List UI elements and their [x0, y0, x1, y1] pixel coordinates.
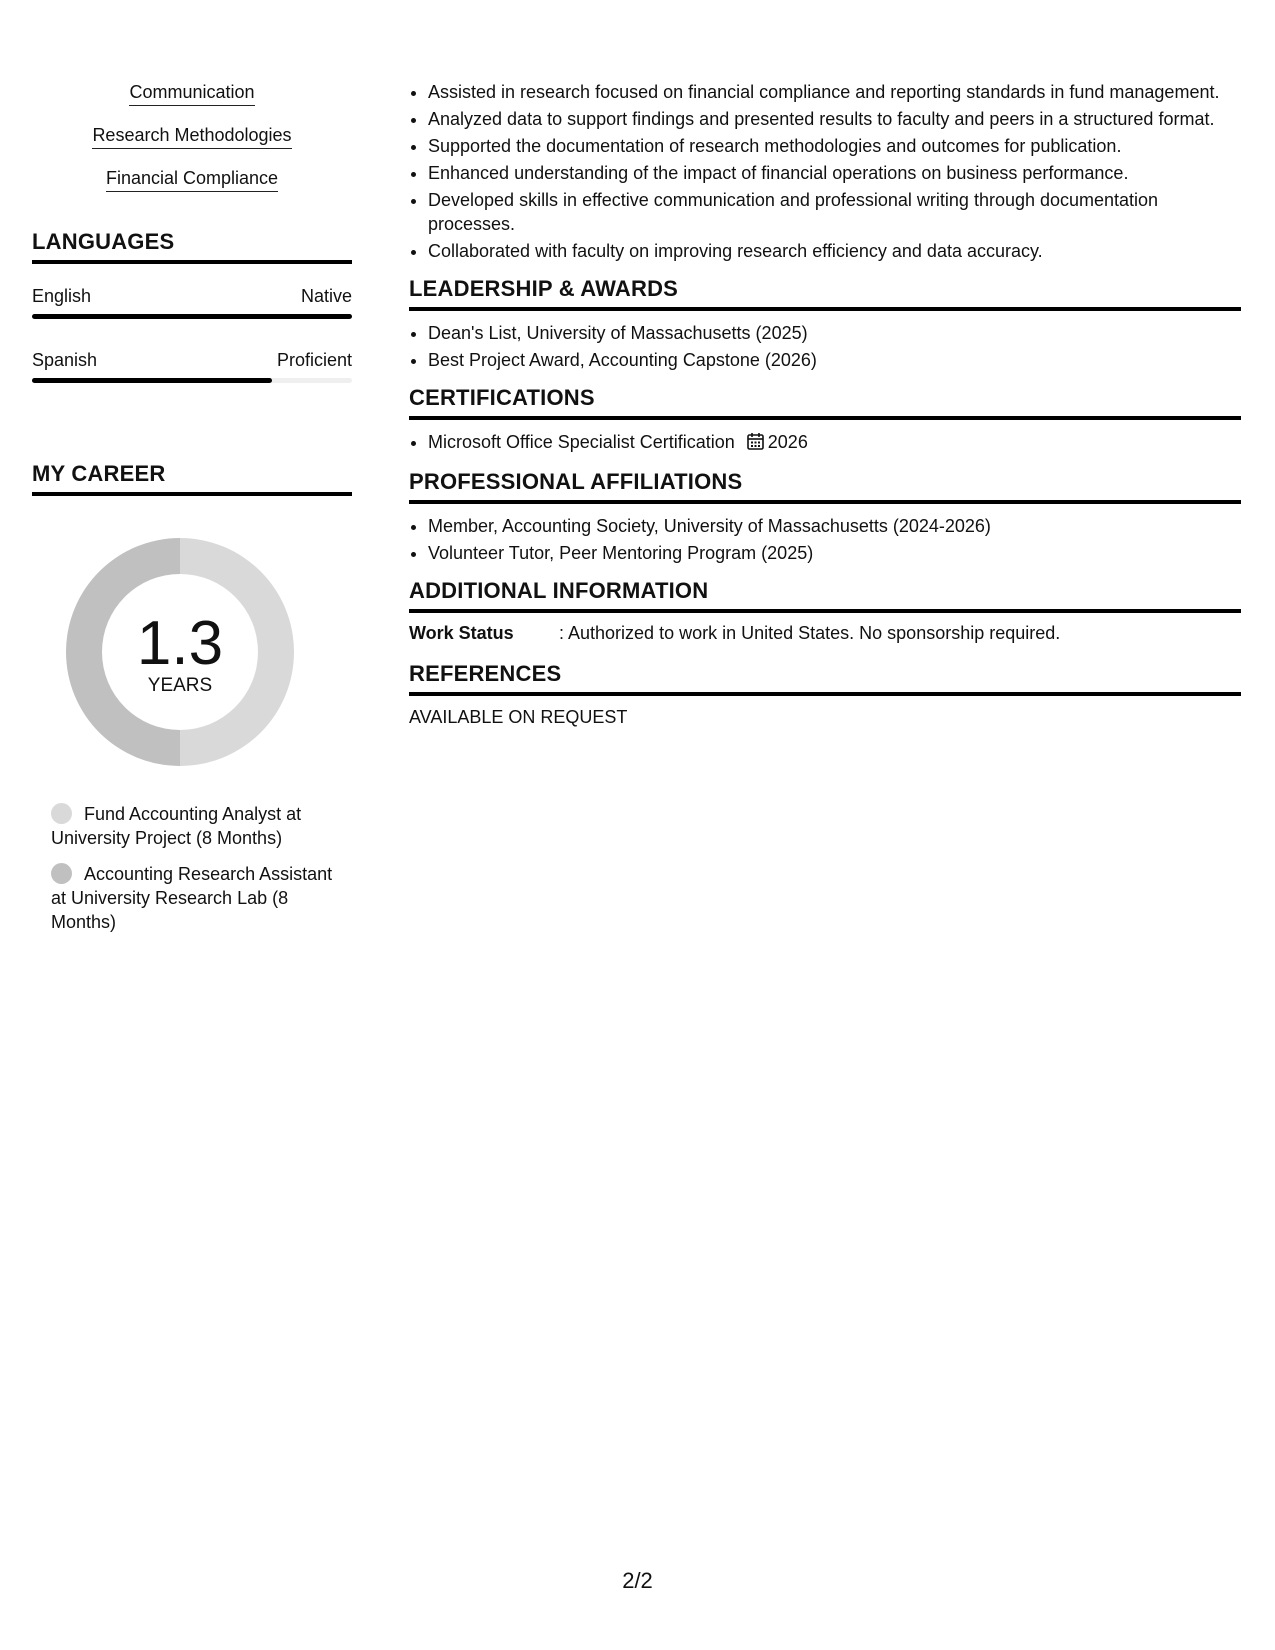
list-item	[428, 430, 1241, 456]
certification-year: 2026	[767, 432, 808, 452]
legend-item	[51, 802, 351, 850]
career-total-value: 1.3	[136, 609, 224, 678]
right-column	[409, 80, 1241, 729]
list-item: • Volunteer Tutor, Peer Mentoring Program (2025)	[428, 541, 1241, 565]
language-level: Native	[300, 286, 352, 306]
references-section	[409, 661, 1241, 729]
additional-info-section	[409, 578, 1241, 645]
legend-label: Fund Accounting Analyst at University Project (8 Months)	[51, 804, 302, 848]
language-level: Proficient	[276, 350, 352, 370]
list-item: • Collaborated with faculty on improving research efficiency and data accuracy.	[428, 239, 1241, 263]
calendar-icon	[747, 432, 764, 456]
languages-heading: LANGUAGES	[32, 229, 352, 264]
list-item: • Analyzed data to support findings and presented results to faculty and peers in a structured format.	[428, 107, 1241, 131]
affiliations-section	[409, 469, 1241, 565]
career-donut-chart	[66, 538, 294, 766]
legend-label: Accounting Research Assistant at University Research Lab (8 Months)	[51, 864, 333, 932]
references-text: AVAILABLE ON REQUEST	[409, 707, 628, 727]
leadership-section	[409, 276, 1241, 372]
leadership-heading: LEADERSHIP & AWARDS	[409, 276, 1241, 311]
references-heading: REFERENCES	[409, 661, 1241, 696]
certifications-section	[409, 385, 1241, 456]
language-bar-fill	[32, 378, 272, 383]
legend-dot-icon	[51, 803, 72, 824]
language-name: Spanish	[32, 350, 98, 370]
language-bar	[32, 378, 352, 383]
career-total-unit: YEARS	[147, 675, 213, 696]
skills-list	[32, 80, 352, 192]
work-status-row	[409, 621, 1241, 645]
legend-dot-icon	[51, 863, 72, 884]
language-bar	[32, 314, 352, 319]
language-name: English	[32, 286, 92, 306]
list-item: • Assisted in research focused on financial compliance and reporting standards in fund management.	[428, 80, 1241, 104]
page-number: 2/2	[622, 1568, 653, 1593]
list-item: • Member, Accounting Society, University of Massachusetts (2024-2026)	[428, 514, 1241, 538]
career-heading: MY CAREER	[32, 461, 352, 496]
list-item: • Developed skills in effective communication and professional writing through documentation processes.	[428, 188, 1241, 236]
language-item	[32, 348, 352, 383]
skill-item: Financial Compliance	[32, 166, 352, 192]
certifications-heading: CERTIFICATIONS	[409, 385, 1241, 420]
additional-info-heading: ADDITIONAL INFORMATION	[409, 578, 1241, 613]
language-bar-fill	[32, 314, 352, 319]
skill-item: Research Methodologies	[32, 123, 352, 149]
affiliations-heading: PROFESSIONAL AFFILIATIONS	[409, 469, 1241, 504]
work-status-value: : Authorized to work in United States. No sponsorship required.	[559, 623, 1061, 643]
career-legend	[51, 802, 351, 934]
list-item: • Enhanced understanding of the impact of financial operations on business performance.	[428, 161, 1241, 185]
experience-bullets	[409, 80, 1241, 263]
list-item: • Dean's List, University of Massachusetts (2025)	[428, 321, 1241, 345]
work-status-label: Work Status	[409, 623, 514, 643]
certification-name: Microsoft Office Specialist Certification	[428, 432, 735, 452]
legend-item	[51, 862, 351, 934]
language-item	[32, 284, 352, 319]
list-item: • Best Project Award, Accounting Capstone (2026)	[428, 348, 1241, 372]
list-item: • Supported the documentation of research methodologies and outcomes for publication.	[428, 134, 1241, 158]
skill-item: Communication	[32, 80, 352, 106]
left-column	[32, 80, 352, 946]
